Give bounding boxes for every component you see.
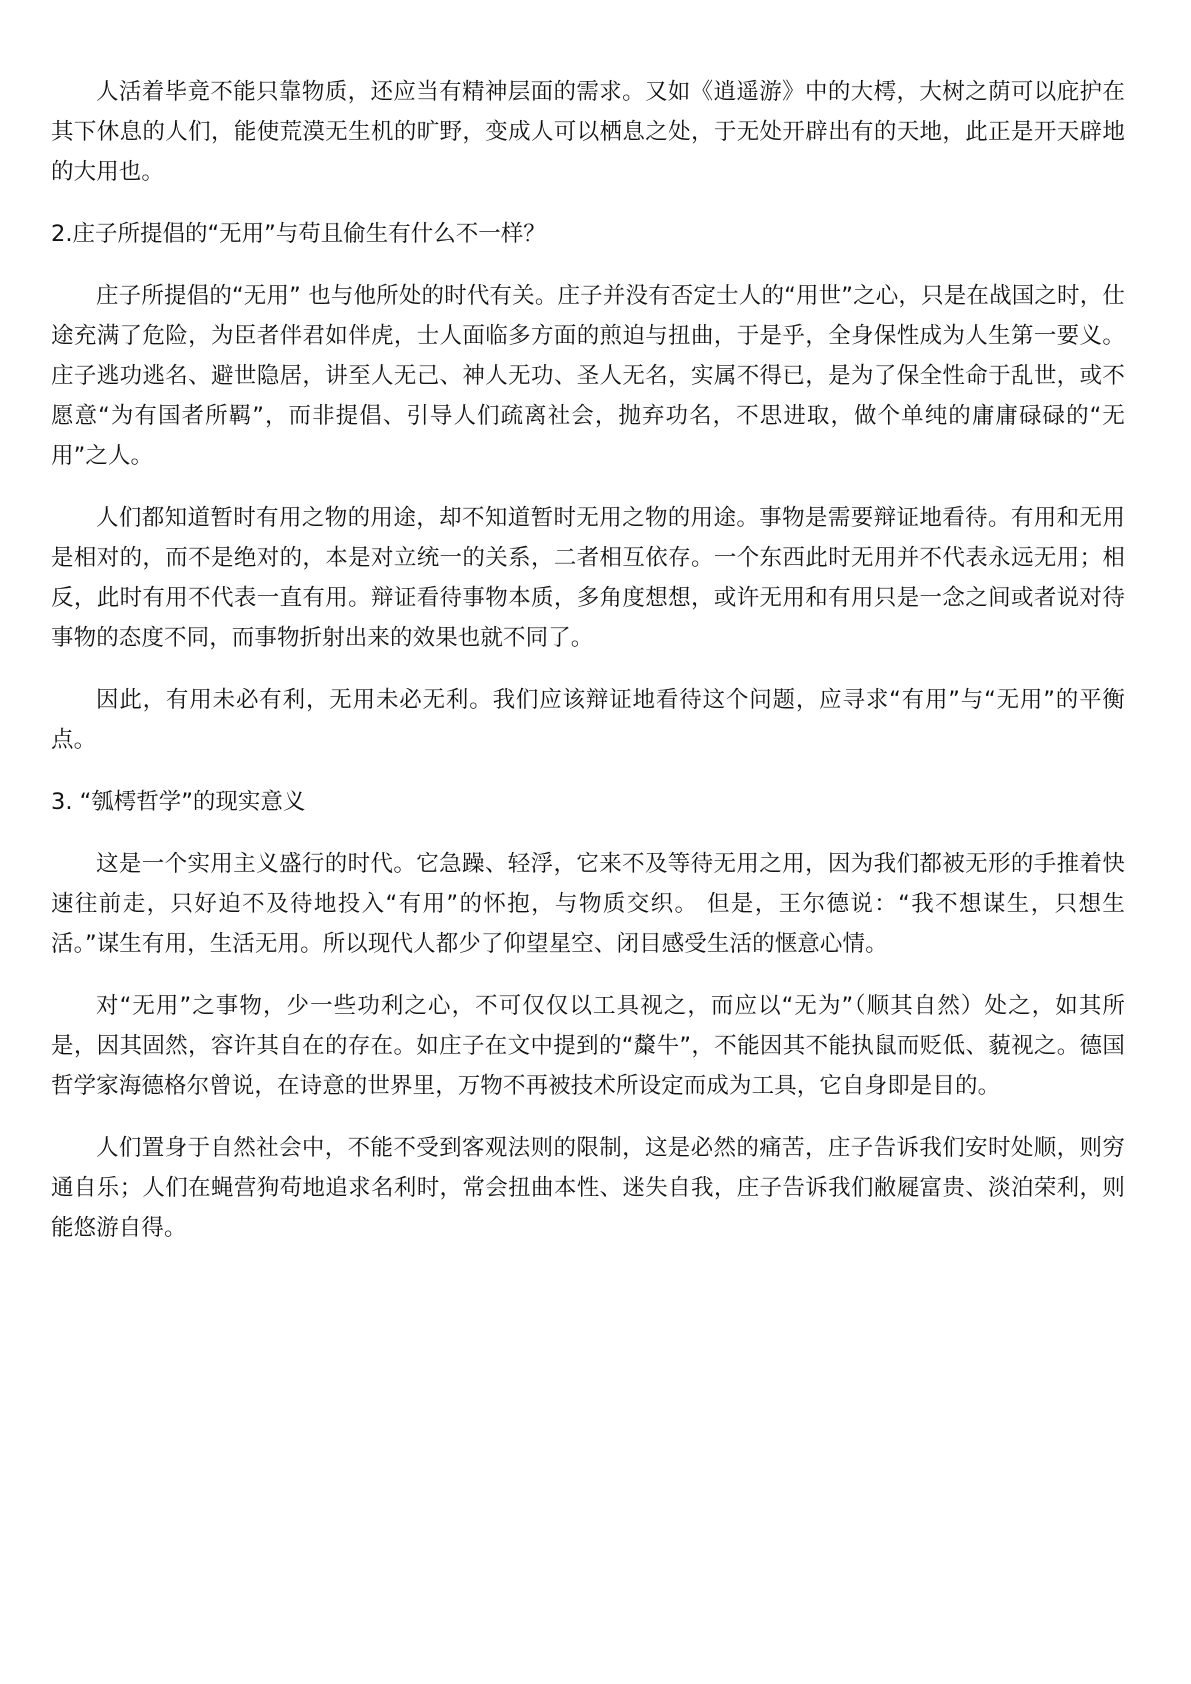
paragraph-pragmatism: 这是一个实用主义盛行的时代。它急躁、轻浮，它来不及等待无用之用，因为我们都被无形的手推着快速往前走，只好迫不及待地投入“有用”的怀抱，与物质交织。 但是，王尔德说：“我不想谋生，只想生活。”谋生有用，生活无用。所以现代人都少了仰望星空、闭目感受生活的惬意心情。 xyxy=(51,851,1125,957)
section-heading-3: 3. “瓠樗哲学”的现实意义 xyxy=(51,789,306,815)
paragraph-dialectic: 人们都知道暂时有用之物的用途，却不知道暂时无用之物的用途。事物是需要辩证地看待。有用和无用是相对的，而不是绝对的，本是对立统一的关系，二者相互依存。一个东西此时无用并不代表永远无用；相反，此时有用不代表一直有用。辩证看待事物本质，多角度想想，或许无用和有用只是一念之间或者说对待事物的态度不同，而事物折射出来的效果也就不同了。 xyxy=(51,505,1125,651)
paragraph-balance: 因此，有用未必有利，无用未必无利。我们应该辩证地看待这个问题，应寻求“有用”与“无用”的平衡点。 xyxy=(51,687,1125,753)
paragraph-zhuangzi-era: 庄子所提倡的“无用” 也与他所处的时代有关。庄子并没有否定士人的“用世”之心，只是在战国之时，仕途充满了危险，为臣者伴君如伴虎，士人面临多方面的煎迫与扭曲，于是乎，全身保性成为人生第一要义。庄子逃功逃名、避世隐居，讲至人无己、神人无功、圣人无名，实属不得已，是为了保全性命于乱世，或不愿意“为有国者所羁”，而非提倡、引导人们疏离社会，抛弃功名，不思进取，做个单纯的庸庸碌碌的“无用”之人。 xyxy=(51,283,1125,469)
paragraph-conclusion: 人们置身于自然社会中，不能不受到客观法则的限制，这是必然的痛苦，庄子告诉我们安时处顺，则穷通自乐；人们在蝇营狗苟地追求名利时，常会扭曲本性、迷失自我，庄子告诉我们敝屣富贵、淡泊荣利，则能悠游自得。 xyxy=(51,1135,1125,1241)
document-page xyxy=(51,72,1125,1270)
paragraph-great-tree: 人活着毕竟不能只靠物质，还应当有精神层面的需求。又如《逍遥游》中的大樗，大树之荫可以庇护在其下休息的人们，能使荒漠无生机的旷野，变成人可以栖息之处，于无处开辟出有的天地，此正是开天辟地的大用也。 xyxy=(51,79,1125,185)
section-heading-2: 2.庄子所提倡的“无用”与苟且偷生有什么不一样？ xyxy=(51,221,546,247)
paragraph-wuwei: 对“无用”之事物，少一些功利之心，不可仅仅以工具视之，而应以“无为”（顺其自然）处之，如其所是，因其固然，容许其自在的存在。如庄子在文中提到的“斄牛”，不能因其不能执鼠而贬低、藐视之。德国哲学家海德格尔曾说，在诗意的世界里，万物不再被技术所设定而成为工具，它自身即是目的。 xyxy=(51,993,1125,1099)
